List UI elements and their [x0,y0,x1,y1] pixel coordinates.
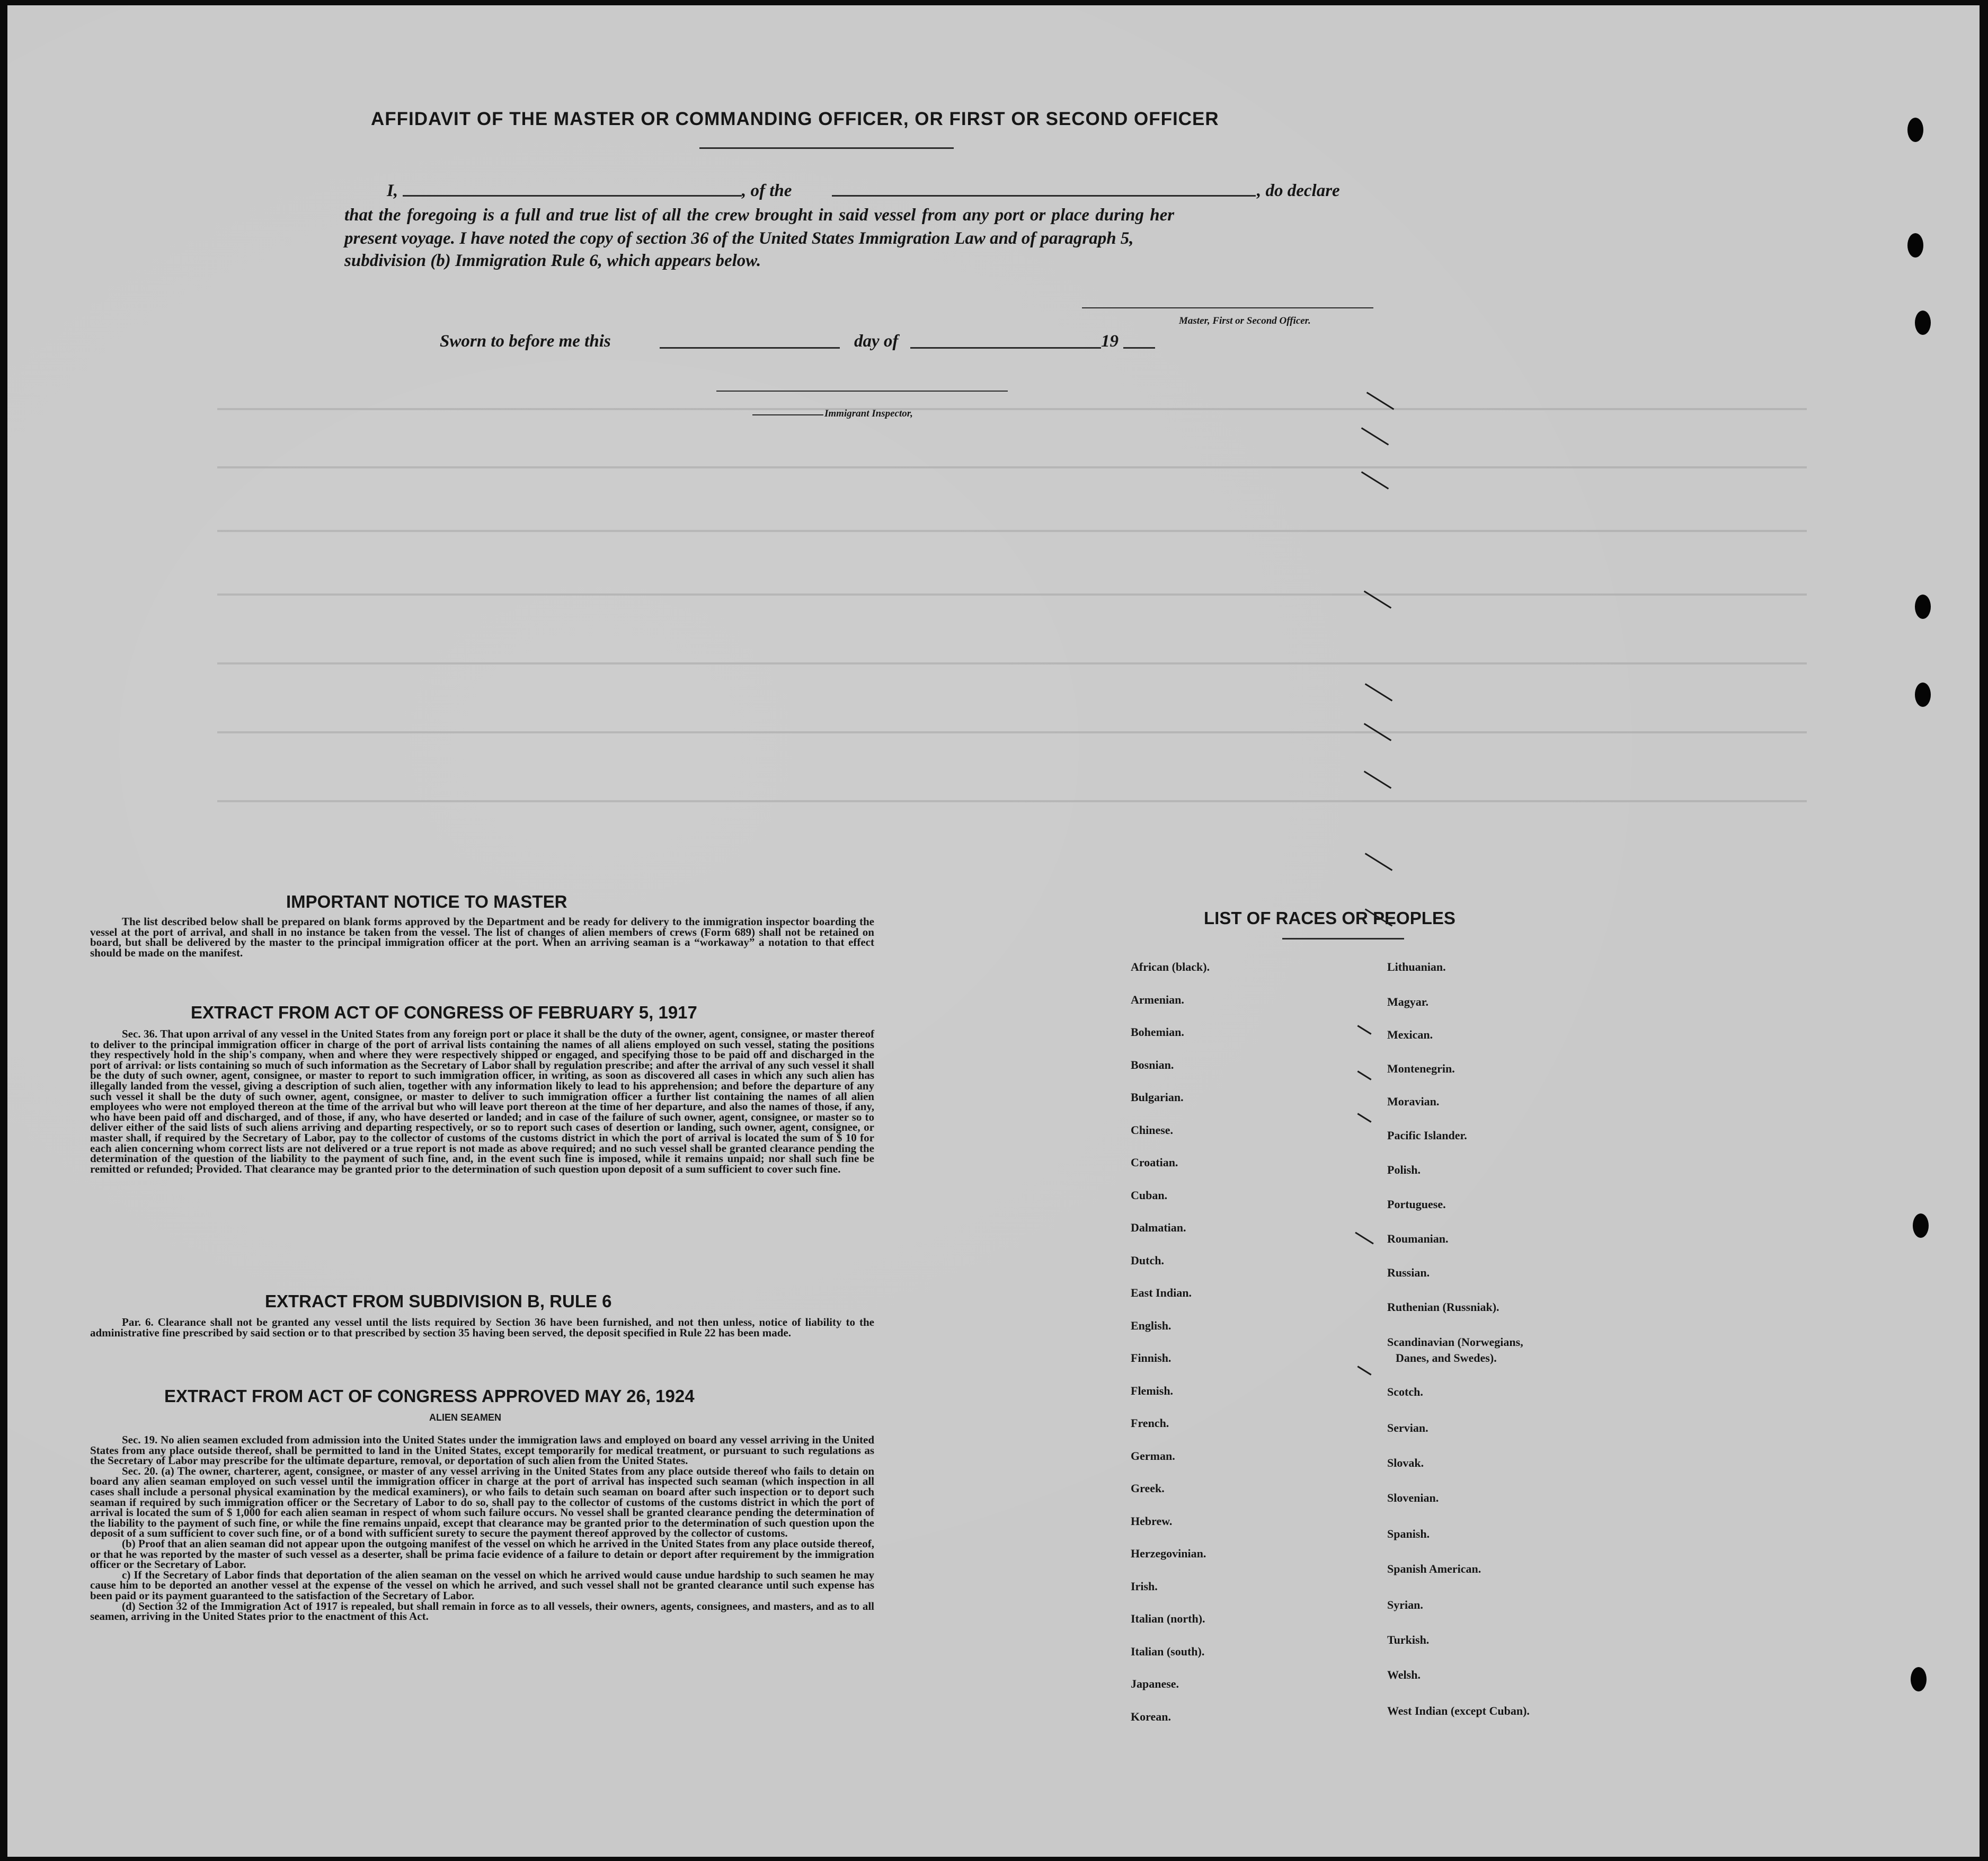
race-item: Ruthenian (Russniak). [1387,1300,1499,1314]
punch-hole [1915,595,1931,619]
punch-hole [1911,1667,1927,1691]
race-item: Lithuanian. [1387,960,1446,973]
sworn-month-blank[interactable] [910,347,1101,349]
master-signature-label: Master, First or Second Officer. [1179,315,1311,326]
race-item: Welsh. [1387,1668,1421,1681]
race-item: Japanese. [1131,1677,1179,1690]
extract-1924-title: EXTRACT FROM ACT OF CONGRESS APPROVED MAY 26, 1924 [164,1386,695,1406]
race-item: Pacific Islander. [1387,1129,1467,1142]
race-item: Armenian. [1131,992,1184,1006]
sworn-day-of: day of [854,332,899,351]
race-item: Cuban. [1131,1188,1168,1202]
affidavit-line-4: subdivision (b) Immigration Rule 6, which appears below. [344,251,761,270]
races-title-underline [1282,938,1404,940]
race-item: Montenegrin. [1387,1062,1455,1075]
punch-hole [1907,118,1923,142]
punch-hole [1915,683,1931,707]
race-item: Scotch. [1387,1385,1423,1398]
race-item: Mexican. [1387,1028,1433,1041]
bleed-through-row [217,593,1807,596]
race-item: German. [1131,1449,1175,1463]
bleed-through-row [217,800,1807,802]
affidavit-line-1a: I, [387,181,398,200]
extract-1924-subtitle: ALIEN SEAMEN [429,1412,502,1423]
race-item: Italian (north). [1131,1612,1205,1625]
bleed-through-row [217,662,1807,664]
bleed-through-row [217,731,1807,733]
extract-1917-title: EXTRACT FROM ACT OF CONGRESS OF FEBRUARY 5, 1917 [191,1003,697,1022]
race-item: Servian. [1387,1421,1428,1434]
race-item: Roumanian. [1387,1232,1449,1245]
extract-rule6-title: EXTRACT FROM SUBDIVISION B, RULE 6 [265,1291,612,1311]
race-item: Herzegovinian. [1131,1547,1206,1560]
notice-body: The list described below shall be prepared on blank forms approved by the Department and be ready for delivery to the immigration inspector boarding the vessel at the port of arrival, and shall in no instance be taken from the vessel. The list of changes of alien members of crews (Form 689) shall not be retained on board, but shall be delivered by the master to the principal immigration officer at the port. When an arriving seaman is a “workaway” a notation to that effect should be made on the manifest. [90,915,874,959]
race-item: Polish. [1387,1163,1421,1176]
race-item: Dutch. [1131,1253,1164,1267]
master-signature-line[interactable] [1082,307,1373,308]
sworn-label: Sworn to before me this [440,332,611,351]
name-blank[interactable] [403,195,742,197]
race-item: Bulgarian. [1131,1091,1184,1104]
bleed-through-row [217,530,1807,532]
race-item: Slovak. [1387,1456,1424,1469]
race-item: East Indian. [1131,1286,1192,1299]
race-item: Irish. [1131,1579,1158,1593]
vessel-blank[interactable] [832,195,1256,197]
race-item: Dalmatian. [1131,1221,1186,1234]
race-item: African (black). [1131,960,1210,973]
race-item: Turkish. [1387,1633,1430,1646]
inspector-signature-line[interactable] [716,391,1008,392]
race-item: Greek. [1131,1482,1165,1495]
race-item: Magyar. [1387,995,1429,1008]
punch-hole [1907,233,1923,258]
race-item: Scandinavian (Norwegians, [1387,1335,1523,1349]
affidavit-line-1c: , do declare [1257,181,1340,200]
affidavit-title: AFFIDAVIT OF THE MASTER OR COMMANDING OFFICER, OR FIRST OR SECOND OFFICER [371,109,1219,129]
race-item: Russian. [1387,1266,1430,1279]
punch-hole [1913,1213,1929,1238]
race-item: Danes, and Swedes). [1396,1351,1497,1364]
bleed-through-row [217,466,1807,468]
punch-hole [1915,311,1931,335]
race-item: Croatian. [1131,1156,1178,1169]
race-item: Flemish. [1131,1384,1174,1397]
sworn-year: 19 [1101,332,1119,351]
race-item: West Indian (except Cuban). [1387,1704,1530,1717]
race-item: Korean. [1131,1709,1171,1723]
race-item: Chinese. [1131,1123,1174,1137]
extract-1917-body: Sec. 36. That upon arrival of any vessel in the United States from any foreign port or place it shall be the duty of the owner, agent, consignee, or master thereof to deliver to the principal immigration officer in charge of the port of arrival lists containing the names of all aliens employed on such vessel, stating the positions they respectively hold in the ship's company, when and where they were respectively shipped or engaged, and specifying those to be paid off and discharged in the port of arrival: or lists containing so much of such information as the Secretary of Labor shall by regulation prescribe; and after the arrival of any such vessel it shall be the duty of such owner, agent, consignee, or master to report to such immigration officer, in writing, as soon as discovered all cases in which any such alien has illegally landed from the vessel, giving a description of such alien, together with any information likely to lead to his apprehension; and before the departure of any such vessel it shall be the duty of such owner, agent, consignee, or master to deliver to such immigration officer a further list containing the names of all alien employees who were not employed thereon at the time of the arrival but who will leave port thereon at the time of her departure, and also the names of those, if any, who have been paid off and discharged, and of those, if any, who have deserted or landed; and in case of the failure of such owner, agent, consignee, or master so to deliver either of the said lists of such aliens arriving and departing respectively, or so to report such cases of desertion or landing, such owner, agent, consignee, or master shall, if required by the Secretary of Labor, pay to the collector of customs of the customs district in which the port of arrival is located the sum of $ 10 for each alien concerning whom correct lists are not delivered or a true report is not made as above required; and no such vessel shall be granted clearance pending the determination of the question of the liability to the payment of such fine, and, in the event such fine is imposed, while it remains unpaid; nor shall such fine be remitted or refunded; Provided. That clearance may be granted prior to the determination of such question upon deposit of a sum sufficient to cover such fine. [90,1027,874,1175]
affidavit-line-2: that the foregoing is a full and true list of all the crew brought in said vessel from any port or place during her [344,206,1175,225]
race-item: Moravian. [1387,1095,1440,1108]
race-item: Portuguese. [1387,1198,1446,1211]
race-item: French. [1131,1416,1169,1430]
inspector-line-2 [752,414,823,415]
race-item: Bosnian. [1131,1058,1174,1071]
race-item: Bohemian. [1131,1025,1184,1039]
races-title: LIST OF RACES OR PEOPLES [1204,908,1456,928]
affidavit-line-1b: , of the [742,181,792,200]
inspector-label: Immigrant Inspector, [824,408,913,419]
race-item: Finnish. [1131,1351,1172,1364]
extract-rule6-body: Par. 6. Clearance shall not be granted any vessel until the lists required by Section 36 have been furnished, and not then unless, notice of liability to the administrative fine prescribed by said section or to that prescribed by section 35 having been served, the deposit specified in Rule 22 has been made. [90,1316,874,1339]
race-item: English. [1131,1318,1172,1332]
sworn-day-blank[interactable] [660,347,840,349]
race-item: Spanish American. [1387,1562,1481,1575]
race-item: Spanish. [1387,1527,1430,1540]
notice-title: IMPORTANT NOTICE TO MASTER [286,892,567,911]
race-item: Slovenian. [1387,1491,1439,1504]
title-underline [699,147,954,149]
affidavit-line-3: present voyage. I have noted the copy of section 36 of the United States Immigration Law and of paragraph 5, [344,229,1134,248]
sworn-year-blank[interactable] [1123,347,1155,349]
extract-1924-body: Sec. 19. No alien seamen excluded from admission into the United States under the immigration laws and employed on board any vessel arriving in the United States from any place outside thereof, shall be permitted to land in the United States, except temporarily for medical treatment, or pursuant to such regulations as the Secretary of Labor may prescribe for the ultimate departure, removal, or deportation of such alien from the United States. Sec. 20. (a) The owner, charterer, agent, consignee, or master of any vessel arriving in the United States from any place outside thereof who fails to detain on board any alien seaman employed on such vessel until the immigration officer in charge at the port of arrival has inspected such seaman (which inspection in all cases shall include a personal physical examination by the medical examiners), or who fails to detain such seaman on board after such inspection or to deport such seaman if required by such immigration officer or the Secretary of Labor to do so, shall pay to the collector of customs of the customs district in which the port of arrival is located the sum of $ 1,000 for each alien seaman in respect of whom such failure occurs. No vessel shall be granted clearance pending the determination of the liability to the payment of such fine, or while the fine remains unpaid, except that clearance may be granted prior to the determination of such question upon the deposit of a sum sufficient to cover such fine, or of a bond with sufficient surety to secure the payment thereof approved by the collector of customs. (b) Proof that an alien seaman did not appear upon the outgoing manifest of the vessel on which he arrived in the United States from any place outside thereof, or that he was reported by the master of such vessel as a deserter, shall be prima facie evidence of a failure to detain or deport after requirement by the immigration officer or the Secretary of Labor. c) If the Secretary of Labor finds that deportation of the alien seaman on the vessel on which he arrived would cause undue hardship to such seamen he may cause him to be deported an another vessel at the expense of the vessel on which he arrived, and such vessel shall not be granted clearance until such expense has been paid or its payment guaranteed to the satisfaction of the Secretary of Labor. (d) Section 32 of the Immigration Act of 1917 is repealed, but shall remain in force as to all vessels, their owners, agents, consignees, and masters, and as to all seamen, arriving in the United States prior to the enactment of this Act. [90,1433,874,1623]
race-item: Italian (south). [1131,1644,1205,1658]
bleed-through-row [217,408,1807,410]
race-item: Syrian. [1387,1598,1423,1611]
race-item: Hebrew. [1131,1514,1173,1528]
